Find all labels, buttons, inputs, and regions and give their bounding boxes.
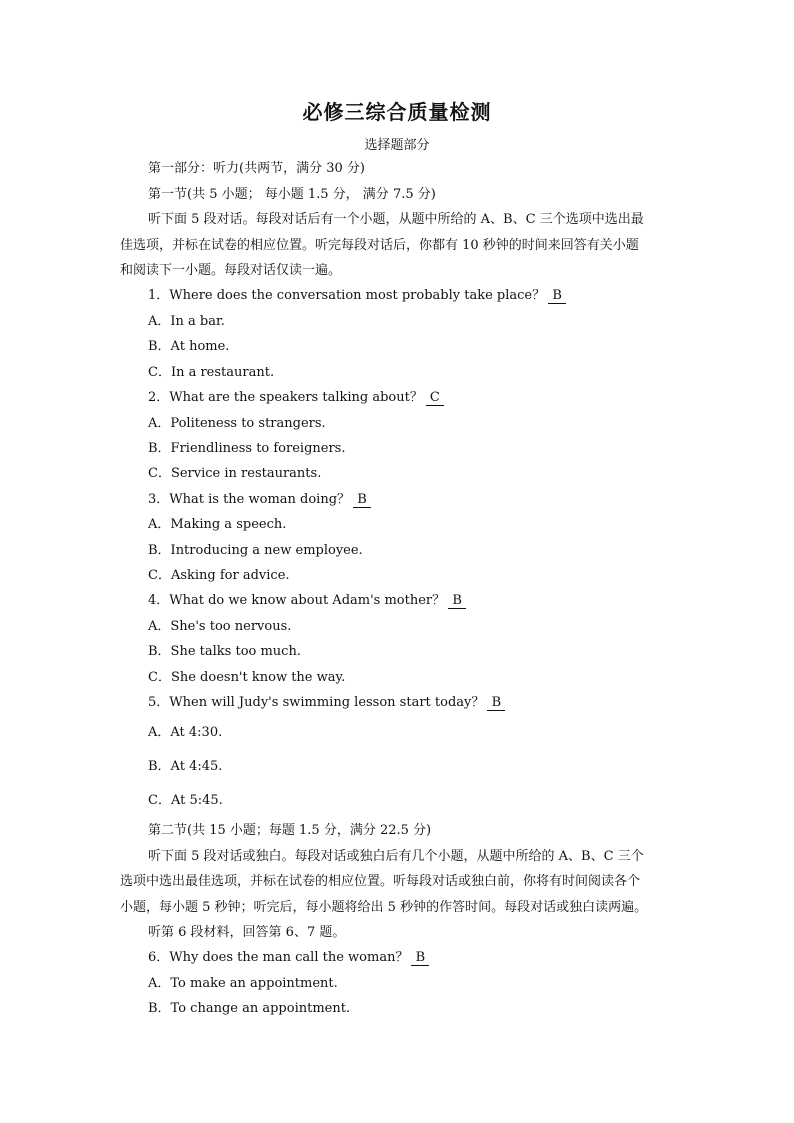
page-subtitle: 选择题部分 [364, 138, 430, 153]
option: C．Service in restaurants. [148, 466, 322, 481]
answer-blank: B [353, 493, 371, 508]
question-text: 5．When will Judy's swimming lesson start today？ [148, 695, 485, 710]
part1-heading: 第一部分：听力(共两节，满分 30 分) [148, 161, 365, 176]
option: A．In a bar. [148, 314, 225, 329]
option: A．Politeness to strangers. [148, 416, 326, 431]
option: C．She doesn't know the way. [148, 670, 346, 685]
option: C．In a restaurant. [148, 365, 275, 380]
option: B．Friendliness to foreigners. [148, 441, 346, 456]
answer-blank: B [448, 594, 466, 609]
question-stem [148, 592, 466, 610]
question-text: 1．Where does the conversation most probably take place？ [148, 288, 546, 303]
question-text: 4．What do we know about Adam's mother？ [148, 593, 446, 608]
section1-instruction-line: 听下面 5 段对话。每段对话后有一个小题，从题中所给的 A、B、C 三个选项中选出最 [148, 212, 644, 227]
option: B．She talks too much. [148, 644, 301, 659]
option: A．She's too nervous. [148, 619, 292, 634]
section1-instruction-line: 和阅读下一小题。每段对话仅读一遍。 [120, 263, 342, 278]
option: A．To make an appointment. [148, 976, 338, 991]
section2-heading: 第二节(共 15 小题；每题 1.5 分，满分 22.5 分) [148, 823, 432, 838]
option: B．To change an appointment. [148, 1001, 351, 1016]
question-stem [148, 287, 566, 305]
option: A．Making a speech. [148, 517, 287, 532]
question-stem [148, 949, 429, 967]
option: A．At 4:30. [148, 725, 223, 740]
question-stem [148, 491, 371, 509]
page-title: 必修三综合质量检测 [302, 100, 492, 124]
option: B．At 4:45. [148, 759, 223, 774]
question-text: 6．Why does the man call the woman？ [148, 950, 409, 965]
answer-blank: C [426, 391, 444, 406]
section1-instruction-line: 佳选项，并标在试卷的相应位置。听完每段对话后，你都有 10 秒钟的时间来回答有关小题 [120, 238, 639, 253]
section1-heading: 第一节(共 5 小题； 每小题 1.5 分， 满分 7.5 分) [148, 187, 436, 202]
section2-instruction-line: 小题，每小题 5 秒钟；听完后，每小题将给出 5 秒钟的作答时间。每段对话或独白读两遍。 [120, 900, 648, 915]
answer-blank: B [548, 289, 566, 304]
question-stem [148, 694, 505, 712]
answer-blank: B [487, 696, 505, 711]
material-heading: 听第 6 段材料，回答第 6、7 题。 [148, 925, 346, 940]
option: B．Introducing a new employee. [148, 543, 363, 558]
option: B．At home. [148, 339, 230, 354]
section2-instruction-line: 听下面 5 段对话或独白。每段对话或独白后有几个小题，从题中所给的 A、B、C 三个 [148, 849, 644, 864]
section2-instruction-line: 选项中选出最佳选项，并标在试卷的相应位置。听每段对话或独白前，你将有时间阅读各个 [120, 874, 641, 889]
option: C．Asking for advice. [148, 568, 290, 583]
question-stem [148, 389, 444, 407]
question-text: 3．What is the woman doing？ [148, 492, 351, 507]
answer-blank: B [411, 951, 429, 966]
question-text: 2．What are the speakers talking about？ [148, 390, 423, 405]
option: C．At 5:45. [148, 793, 223, 808]
